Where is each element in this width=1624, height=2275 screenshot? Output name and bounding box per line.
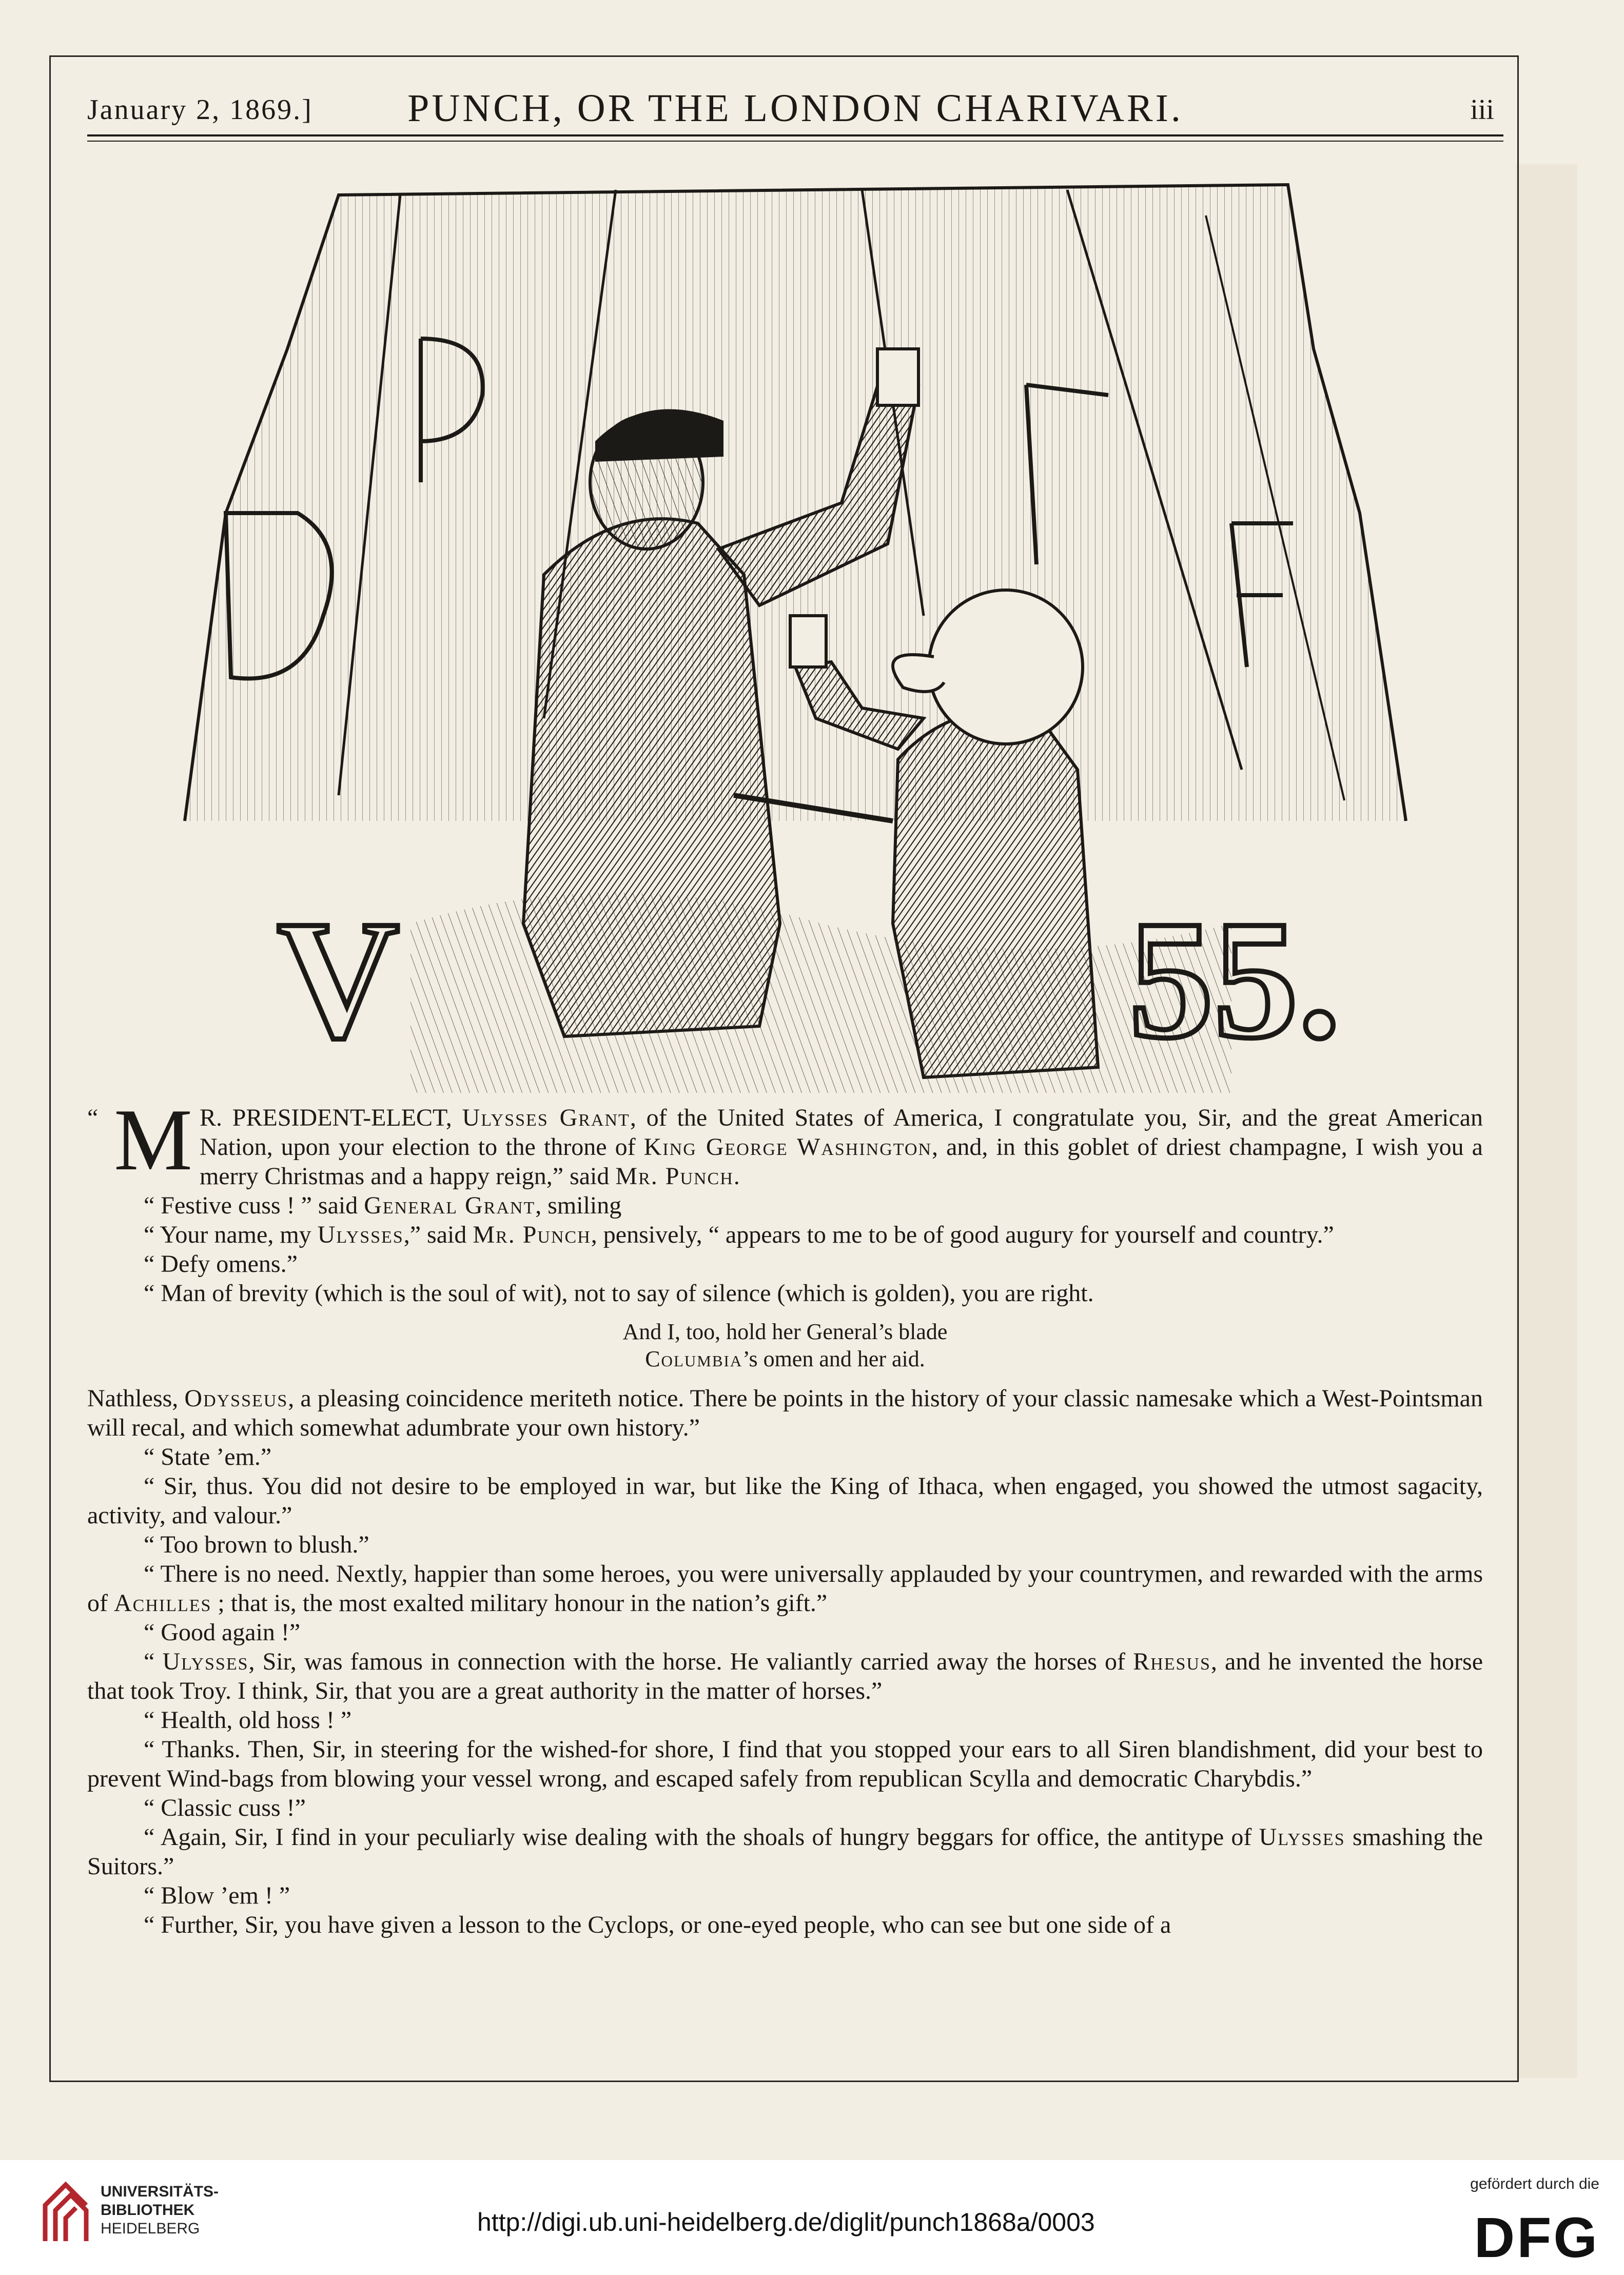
header-title: PUNCH, OR THE LONDON CHARIVARI. [407, 87, 1183, 130]
paragraph: “ There is no need. Nextly, happier than some heroes, you were universally applauded by your countrymen, and rewarded with the arms of Achilles ; that is, the most exalted military honour in the nation’s gift.” [87, 1560, 1483, 1617]
paragraph: “ Too brown to blush.” [144, 1531, 369, 1558]
header-rule [87, 134, 1503, 136]
paragraph: “ Sir, thus. You did not desire to be employed in war, but like the King of Ithaca, when engaged, you showed the utmost sagacity, activity, and valour.” [87, 1473, 1483, 1529]
paragraph: “ Further, Sir, you have given a lesson to the Cyclops, or one-eyed people, who can see but one side of a [144, 1911, 1171, 1938]
header-date: January 2, 1869.] [87, 94, 313, 126]
paragraph-opening: “ M R. PRESIDENT-ELECT, Ulysses Grant, of the United States of America, I congratulate you, Sir, and the great American Nation, upon your election to the throne of King George Washington, and, in this goblet of driest champagne, I wish you a merry Christmas and a happy reign,” said Mr. Punch. [87, 1091, 1483, 1190]
drop-cap: M [114, 1091, 192, 1189]
paragraph: “ Blow ’em ! ” [144, 1882, 290, 1909]
paragraph: Nathless, Odysseus, a pleasing coincidence meriteth notice. There be points in the history of your classic namesake which a West-Pointsman will recal, and which somewhat adumbrate your own history.” [87, 1385, 1483, 1441]
adjacent-page-edge [1516, 164, 1577, 2078]
header-page-number: iii [1470, 94, 1494, 126]
volume-number: 55. [1129, 886, 1341, 1073]
opening-quote: “ [87, 1104, 99, 1131]
paragraph: “ Classic cuss !” [144, 1794, 306, 1821]
paragraph: “ Thanks. Then, Sir, in steering for the wished-for shore, I find that you stopped your ears to all Siren blandishment, did your best to prevent Wind-bags from blowing your vessel wrong, and escaped safely from republican Scylla and democratic Charybdis.” [87, 1736, 1483, 1792]
paragraph: “ Festive cuss ! ” said General Grant, smiling [144, 1192, 622, 1219]
library-name[interactable]: UNIVERSITÄTS- BIBLIOTHEK HEIDELBERG [101, 2183, 219, 2237]
paragraph: “ Ulysses, Sir, was famous in connection with the horse. He valiantly carried away the horses of Rhesus, and he invented the horse that took Troy. I think, Sir, that you are a great authority in the matter of horses.” [87, 1648, 1483, 1704]
volume-letter: V [277, 886, 400, 1073]
permalink-url[interactable]: http://digi.ub.uni-heidelberg.de/diglit/punch1868a/0003 [477, 2208, 1095, 2237]
paragraph: “ Defy omens.” [144, 1250, 298, 1278]
running-header [87, 82, 1503, 139]
paragraph: “ Again, Sir, I find in your peculiarly wise dealing with the shoals of hungry beggars for office, the antitype of Ulysses smashing the Suitors.” [87, 1823, 1483, 1880]
dfg-logo[interactable]: DFG [1474, 2206, 1599, 2269]
library-logo-icon[interactable] [40, 2174, 91, 2246]
paragraph: “ Good again !” [144, 1619, 301, 1646]
paragraph: “ State ’em.” [144, 1443, 272, 1470]
viewer-footer [0, 2160, 1624, 2275]
paragraph: “ Health, old hoss ! ” [144, 1707, 352, 1734]
article-text [87, 1091, 1483, 1939]
verse-quotation: And I, too, hold her General’s blade Columbia’s omen and her aid. [622, 1319, 948, 1371]
funded-by-label: gefördert durch die [1470, 2175, 1599, 2192]
ground-shading [410, 893, 1231, 1093]
curtain-backdrop [185, 185, 1406, 821]
paragraph: “ Man of brevity (which is the soul of wit), not to say of silence (which is golden), you are right. [144, 1280, 1094, 1307]
header-rule-thin [87, 141, 1503, 142]
paragraph: “ Your name, my Ulysses,” said Mr. Punch, pensively, “ appears to me to be of good augury for yourself and country.” [144, 1221, 1334, 1248]
cartoon-illustration [154, 154, 1447, 1093]
